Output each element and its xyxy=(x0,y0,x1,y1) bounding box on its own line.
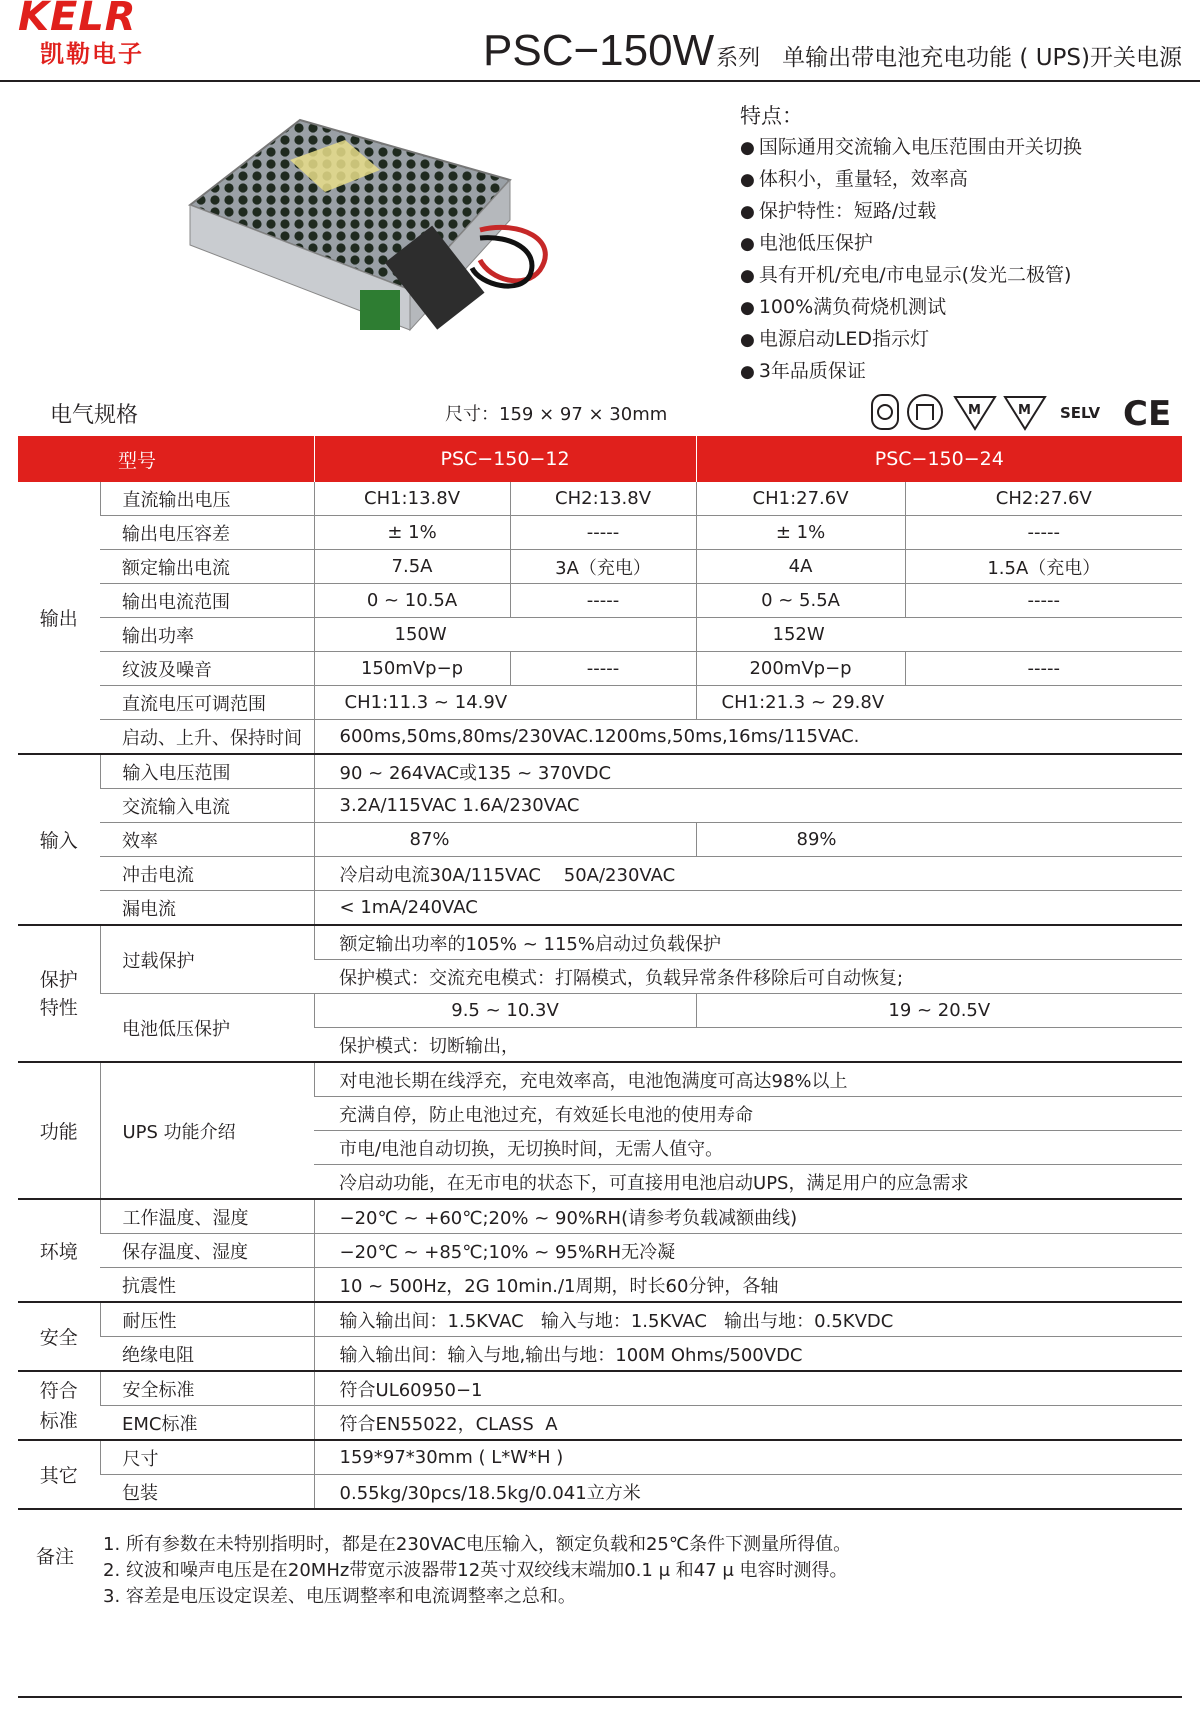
param-label: 输出电压容差 xyxy=(100,516,314,550)
title-description: 单输出带电池充电功能 ( UPS)开关电源 xyxy=(782,45,1182,71)
dimensions-label: 尺寸：159 × 97 × 30mm xyxy=(445,404,668,425)
cell-value: 符合EN55022，CLASS A xyxy=(314,1406,1182,1441)
category-label: 保护 xyxy=(39,968,78,991)
category-label: 特性 xyxy=(39,996,78,1019)
feature-item: ● 3年品质保证 xyxy=(740,356,1082,388)
param-label: 保存温度、湿度 xyxy=(100,1234,314,1268)
category-environment: 环境 xyxy=(18,1199,100,1302)
table-row xyxy=(18,1337,1182,1372)
selv-mark: SELV xyxy=(1060,404,1101,422)
category-function: 功能 xyxy=(18,1062,100,1199)
param-label: UPS 功能介绍 xyxy=(100,1062,314,1199)
cell-value: 0.55kg/30pcs/18.5kg/0.041立方米 xyxy=(314,1475,1182,1510)
table-row xyxy=(18,925,1182,960)
table-row xyxy=(18,482,1182,516)
category-input: 输入 xyxy=(18,754,100,925)
brand-logo-cn: 凯勒电子 xyxy=(40,40,144,68)
cell-value: ± 1% xyxy=(314,516,510,550)
ce-mark: CE xyxy=(1123,394,1172,432)
spec-table xyxy=(18,436,1182,1510)
cell-value: 152W xyxy=(696,618,1182,652)
table-row xyxy=(18,652,1182,686)
feature-item: ● 电池低压保护 xyxy=(740,228,1082,260)
cell-value: 7.5A xyxy=(314,550,510,584)
param-label: 漏电流 xyxy=(100,891,314,926)
category-output: 输出 xyxy=(18,482,100,754)
cell-value: 90 ~ 264VAC或135 ~ 370VDC xyxy=(314,754,1182,789)
cell-value: ----- xyxy=(510,516,696,550)
svg-text:M: M xyxy=(1018,403,1031,418)
param-label: 输入电压范围 xyxy=(100,754,314,789)
note-item: 2. 纹波和噪声电压是在20MHz带宽示波器带12英寸双绞线末端加0.1 μ 和47 μ 电容时测得。 xyxy=(103,1560,848,1581)
table-row xyxy=(18,584,1182,618)
table-row xyxy=(18,1475,1182,1510)
cell-value: 冷启动功能，在无市电的状态下，可直接用电池启动UPS，满足用户的应急需求 xyxy=(314,1165,1182,1200)
cell-value: 3A（充电） xyxy=(510,550,696,584)
table-row xyxy=(18,754,1182,789)
notes-label: 备注 xyxy=(36,1546,75,1568)
cell-value: CH2:27.6V xyxy=(905,482,1182,516)
header-model-a: PSC−150−12 xyxy=(314,436,696,482)
note-item: 3. 容差是电压设定误差、电压调整率和电流调整率之总和。 xyxy=(103,1586,576,1607)
cell-value: −20℃ ~ +60℃;20% ~ 90%RH(请参考负载减额曲线) xyxy=(314,1199,1182,1234)
title-model: PSC−150W xyxy=(483,26,715,75)
m-mark-icon xyxy=(1005,397,1045,429)
param-label: 包装 xyxy=(100,1475,314,1510)
cell-value: ----- xyxy=(905,652,1182,686)
param-label: 耐压性 xyxy=(100,1302,314,1337)
table-row xyxy=(18,618,1182,652)
cell-value: 150mVp−p xyxy=(314,652,510,686)
table-row xyxy=(18,516,1182,550)
title-series: 系列 xyxy=(716,46,761,71)
certification-marks xyxy=(870,392,1180,432)
param-label: 安全标准 xyxy=(100,1371,314,1406)
param-label: 过载保护 xyxy=(100,925,314,994)
table-row xyxy=(18,686,1182,720)
category-safety: 安全 xyxy=(18,1302,100,1371)
category-label: 符合 xyxy=(39,1379,78,1402)
feature-item: ● 国际通用交流输入电压范围由开关切换 xyxy=(740,132,1082,164)
tuv-icon xyxy=(872,395,898,429)
cell-value: 200mVp−p xyxy=(696,652,905,686)
category-protection xyxy=(18,925,100,1062)
param-label: 冲击电流 xyxy=(100,857,314,891)
param-label: 绝缘电阻 xyxy=(100,1337,314,1372)
cell-value: 对电池长期在线浮充，充电效率高，电池饱满度可高达98%以上 xyxy=(314,1062,1182,1097)
cell-value: 冷启动电流30A/115VAC 50A/230VAC xyxy=(314,857,1182,891)
table-row xyxy=(18,1199,1182,1234)
param-label: 额定输出电流 xyxy=(100,550,314,584)
cell-value: 0 ~ 10.5A xyxy=(314,584,510,618)
page-title xyxy=(483,26,1182,76)
cell-value: CH1:11.3 ~ 14.9V xyxy=(314,686,696,720)
table-header-row xyxy=(18,436,1182,482)
category-other: 其它 xyxy=(18,1440,100,1509)
cell-value: 4A xyxy=(696,550,905,584)
cb-icon xyxy=(908,395,942,429)
feature-item: ● 100%满负荷烧机测试 xyxy=(740,292,1082,324)
cell-value: 保护模式：交流充电模式：打隔模式，负载异常条件移除后可自动恢复; xyxy=(314,960,1182,994)
cell-value: CH1:13.8V xyxy=(314,482,510,516)
category-standard xyxy=(18,1371,100,1440)
feature-item: ● 保护特性：短路/过载 xyxy=(740,196,1082,228)
spec-title: 电气规格 xyxy=(50,403,139,428)
param-label: EMC标准 xyxy=(100,1406,314,1441)
header-model-b: PSC−150−24 xyxy=(696,436,1182,482)
table-row xyxy=(18,550,1182,584)
cell-value: 19 ~ 20.5V xyxy=(696,994,1182,1028)
cell-value: ----- xyxy=(510,652,696,686)
table-row xyxy=(18,789,1182,823)
param-label: 输出功率 xyxy=(100,618,314,652)
param-label: 电池低压保护 xyxy=(100,994,314,1063)
param-label: 尺寸 xyxy=(100,1440,314,1475)
cell-value: ----- xyxy=(510,584,696,618)
cell-value: 市电/电池自动切换，无切换时间，无需人值守。 xyxy=(314,1131,1182,1165)
features-title: 特点： xyxy=(740,104,803,128)
param-label: 交流输入电流 xyxy=(100,789,314,823)
feature-item: ● 体积小，重量轻，效率高 xyxy=(740,164,1082,196)
feature-item: ● 电源启动LED指示灯 xyxy=(740,324,1082,356)
param-label: 直流电压可调范围 xyxy=(100,686,314,720)
table-row xyxy=(18,857,1182,891)
table-row xyxy=(18,1302,1182,1337)
footer-divider xyxy=(18,1696,1182,1698)
table-row xyxy=(18,891,1182,926)
param-label: 输出电流范围 xyxy=(100,584,314,618)
header-model-label: 型号 xyxy=(18,436,314,482)
param-label: 抗震性 xyxy=(100,1268,314,1303)
cell-value: < 1mA/240VAC xyxy=(314,891,1182,926)
product-image xyxy=(180,110,550,370)
brand-logo-en: KELR xyxy=(18,0,137,40)
note-item: 1. 所有参数在未特别指明时，都是在230VAC电压输入，额定负载和25℃条件下测量所得值。 xyxy=(103,1534,852,1555)
category-label: 标准 xyxy=(39,1409,78,1432)
table-row xyxy=(18,1268,1182,1303)
param-label: 直流输出电压 xyxy=(100,482,314,516)
table-row xyxy=(18,1062,1182,1097)
cell-value: 3.2A/115VAC 1.6A/230VAC xyxy=(314,789,1182,823)
param-label: 启动、上升、保持时间 xyxy=(100,720,314,755)
cell-value: 额定输出功率的105% ~ 115%启动过负载保护 xyxy=(314,925,1182,960)
cell-value: 输入输出间：输入与地,输出与地：100M Ohms/500VDC xyxy=(314,1337,1182,1372)
table-row xyxy=(18,823,1182,857)
cell-value: CH1:27.6V xyxy=(696,482,905,516)
cell-value: −20℃ ~ +85℃;10% ~ 95%RH无冷凝 xyxy=(314,1234,1182,1268)
cell-value: 0 ~ 5.5A xyxy=(696,584,905,618)
svg-text:M: M xyxy=(968,403,981,418)
cell-value: ± 1% xyxy=(696,516,905,550)
table-row xyxy=(18,994,1182,1028)
cell-value: 600ms,50ms,80ms/230VAC.1200ms,50ms,16ms/115VAC. xyxy=(314,720,1182,755)
cell-value: 保护模式：切断输出， xyxy=(314,1028,1182,1063)
table-row xyxy=(18,1371,1182,1406)
header-divider xyxy=(0,80,1200,82)
param-label: 工作温度、湿度 xyxy=(100,1199,314,1234)
cell-value: 9.5 ~ 10.3V xyxy=(314,994,696,1028)
cell-value: 89% xyxy=(696,823,1182,857)
feature-item: ● 具有开机/充电/市电显示(发光二极管) xyxy=(740,260,1082,292)
cell-value: 1.5A（充电） xyxy=(905,550,1182,584)
cell-value: ----- xyxy=(905,584,1182,618)
cell-value: CH2:13.8V xyxy=(510,482,696,516)
cell-value: 符合UL60950−1 xyxy=(314,1371,1182,1406)
table-row xyxy=(18,1440,1182,1475)
cell-value: 150W xyxy=(314,618,696,652)
cell-value: 充满自停，防止电池过充，有效延长电池的使用寿命 xyxy=(314,1097,1182,1131)
table-row xyxy=(18,1234,1182,1268)
cell-value: CH1:21.3 ~ 29.8V xyxy=(696,686,1182,720)
param-label: 纹波及噪音 xyxy=(100,652,314,686)
cell-value: 10 ~ 500Hz，2G 10min./1周期，时长60分钟，各轴 xyxy=(314,1268,1182,1303)
m-mark-icon xyxy=(955,397,995,429)
table-row xyxy=(18,720,1182,755)
features-list xyxy=(740,132,1082,388)
table-row xyxy=(18,1406,1182,1441)
cell-value: 159*97*30mm ( L*W*H ) xyxy=(314,1440,1182,1475)
param-label: 效率 xyxy=(100,823,314,857)
cell-value: ----- xyxy=(905,516,1182,550)
notes-list xyxy=(103,1532,851,1610)
cell-value: 输入输出间：1.5KVAC 输入与地：1.5KVAC 输出与地：0.5KVDC xyxy=(314,1302,1182,1337)
cell-value: 87% xyxy=(314,823,696,857)
